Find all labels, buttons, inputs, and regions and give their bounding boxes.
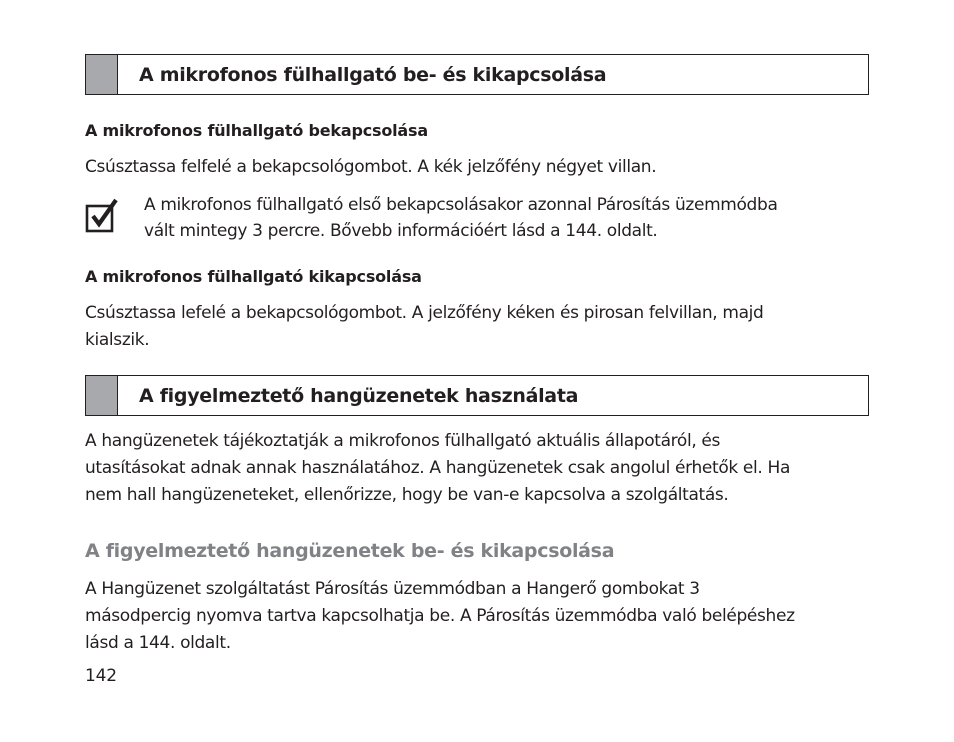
paragraph-power-off-line-1: Csúsztassa lefelé a bekapcsológombot. A jelzőfény kéken és pirosan felvillan, majd [85, 303, 764, 323]
section-title-voice-prompts: A figyelmeztető hangüzenetek használata [139, 384, 579, 407]
heading-voice-toggle: A figyelmeztető hangüzenetek be- és kikapcsolása [85, 540, 615, 562]
paragraph-power-on-text: Csúsztassa felfelé a bekapcsológombot. A kék jelzőfény négyet villan. [85, 157, 657, 177]
section-header-voice-prompts [85, 375, 869, 416]
paragraph-power-off [85, 300, 873, 354]
paragraph-power-off-line-2: kialszik. [85, 330, 150, 350]
note-line-1: A mikrofonos fülhallgató első bekapcsolásakor azonnal Párosítás üzemmódba [144, 195, 778, 215]
paragraph-toggle-line-1: A Hangüzenet szolgáltatást Párosítás üzemmódban a Hangerő gombokat 3 [85, 579, 700, 599]
note-line-2: vált mintegy 3 percre. Bővebb információért lásd a 144. oldalt. [144, 221, 658, 241]
paragraph-voice-toggle [85, 576, 873, 657]
page-number: 142 [85, 666, 117, 686]
paragraph-toggle-line-3: lásd a 144. oldalt. [85, 633, 231, 653]
paragraph-voice-prompts [85, 428, 873, 509]
paragraph-voice-line-1: A hangüzenetek tájékoztatják a mikrofonos fülhallgató aktuális állapotáról, és [85, 431, 721, 451]
paragraph-power-on [85, 154, 873, 181]
section-header-tab [86, 55, 118, 94]
section-header-tab [86, 376, 118, 415]
section-header-power [85, 54, 869, 95]
paragraph-toggle-line-2: másodpercig nyomva tartva kapcsolhatja be. A Párosítás üzemmódba való belépéshez [85, 606, 795, 626]
subheading-power-on: A mikrofonos fülhallgató bekapcsolása [85, 121, 428, 140]
paragraph-voice-line-2: utasításokat adnak annak használatához. A hangüzenetek csak angolul érhetők el. Ha [85, 458, 791, 478]
subheading-power-off: A mikrofonos fülhallgató kikapcsolása [85, 267, 422, 286]
section-title-power: A mikrofonos fülhallgató be- és kikapcsolása [139, 63, 607, 86]
note-paragraph [144, 192, 874, 244]
paragraph-voice-line-3: nem hall hangüzeneteket, ellenőrizze, hogy be van-e kapcsolva a szolgáltatás. [85, 485, 729, 505]
checkbox-check-icon [85, 197, 121, 233]
